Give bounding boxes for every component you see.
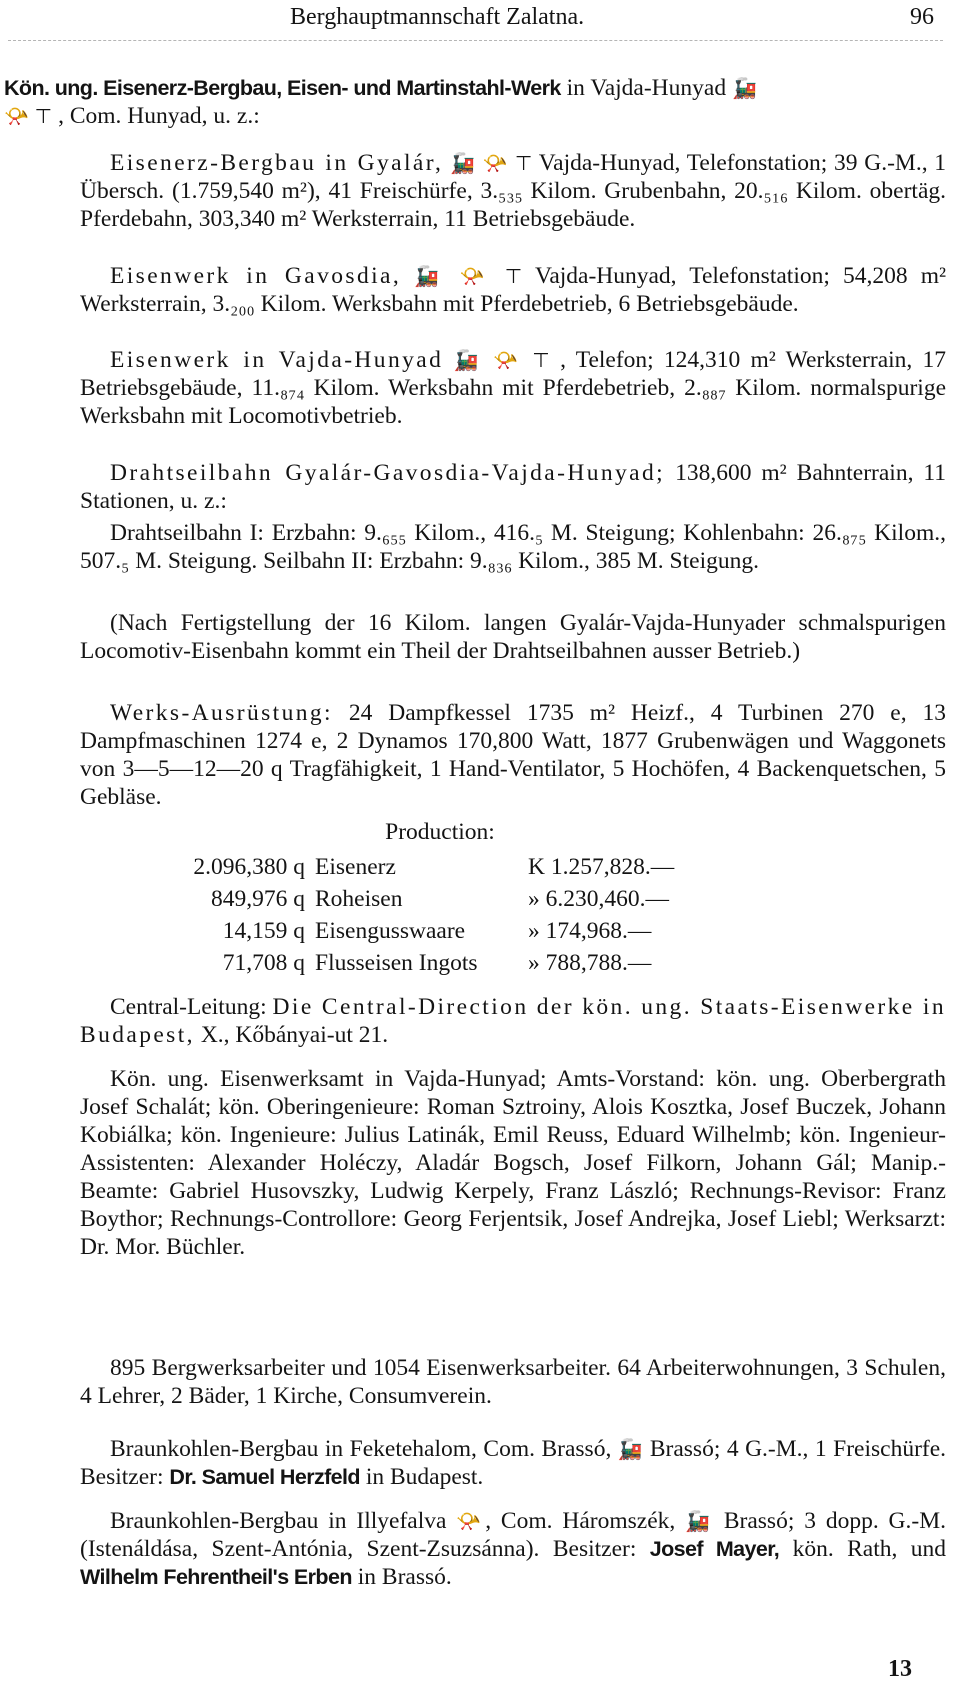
paragraph-workers: 895 Bergwerksarbeiter und 1054 Eisenwerksarbeiter. 64 Arbeiterwohnungen, 3 Schulen, 4 Lehrer, 2 Bäder, 1 Kirche, Consumverein. [80, 1355, 946, 1409]
entry-illyefalva: Braunkohlen-Bergbau in Illyefalva 📯, Com. Háromszék, 🚂 Brassó; 3 dopp. G.-M. (Istenáldása, Szent-Antónia, Szent-Zsuzsánna). Besitzer: Josef Mayer, kön. Rath, und Wilhelm Fehrentheil's Erben in Brassó. [80, 1508, 947, 1590]
railway-station-icon: 🚂 [617, 1437, 644, 1461]
entry-intro-bold: Kön. ung. Eisenerz-Bergbau, Eisen- und Martinstahl-Werk [4, 76, 561, 100]
entry-intro: Kön. ung. Eisenerz-Bergbau, Eisen- und Martinstahl-Werk in Vajda-Hunyad 🚂 📯 ⊤ , Com. Hunyad, u. z.: [4, 75, 757, 129]
paragraph-central-leitung: Central-Leitung: Die Central-Direction der kön. ung. Staats-Eisenwerke in Budapest, X., Kőbányai-ut 21. [80, 994, 947, 1048]
entry-feketehalom: Braunkohlen-Bergbau in Feketehalom, Com. Brassó, 🚂 Brassó; 4 G.-M., 1 Freischürfe. Besitzer: Dr. Samuel Herzfeld in Budapest. [80, 1436, 947, 1490]
paragraph-eisenwerksamt: Kön. ung. Eisenwerksamt in Vajda-Hunyad; Amts-Vorstand: kön. ung. Oberbergrath Josef Schalát; kön. Oberingenieure: Roman Sztroiny, Alois Kosztka, Josef Buczek, Johann Kobiálka; kön. Ingenieure: Julius Latinák, Emil Reuss, Eduard Wilhelmb; kön. Ingenieur-Assistenten: Alexander Holéczy, Aladár Bogsch, Josef Filkorn, Johann Gál; Manip.-Beamte: Gabriel Husovszky, Ludwig Kerpely, Franz László; Rechnungs-Revisor: Franz Boythor; Rechnungs-Controllore: Georg Ferjentsik, Josef Andrejka, Josef Liebl; Werksarzt: Dr. Mor. Büchler. [80, 1066, 946, 1260]
paragraph-vajda-hunyad: Eisenwerk in Vajda-Hunyad 🚂 📯 ⊤ , Telefon; 124,310 m² Werksterrain, 17 Betriebsgebäude, 11.₈₇₄ Kilom. Werksbahn mit Pferdebetrieb, 2.₈₈₇ Kilom. normalspurige Werksbahn mit Locomotivbetrieb. [80, 347, 947, 429]
post-horn-icon: 📯 [492, 348, 523, 372]
railway-station-icon: 🚂 [450, 151, 476, 175]
paragraph-seilbahn-details: Drahtseilbahn I: Erzbahn: 9.₆₅₅ Kilom., 416.₅ M. Steigung; Kohlenbahn: 26.₈₇₅ Kilom., 507.₅ M. Steigung. Seilbahn II: Erzbahn: 9.₈₃₆ Kilom., 385 M. Steigung. [80, 520, 946, 574]
railway-station-icon: 🚂 [414, 264, 447, 288]
post-horn-icon: 📯 [4, 104, 29, 128]
post-horn-icon: 📯 [459, 264, 492, 288]
telegraph-pole-icon: ⊤ [515, 151, 533, 175]
railway-station-icon: 🚂 [453, 348, 483, 372]
signature-number: 13 [888, 1656, 912, 1682]
paragraph-werks-ausruestung: Werks-Ausrüstung: 24 Dampfkessel 1735 m² Heizf., 4 Turbinen 270 e, 13 Dampfmaschinen 1274 e, 2 Dynamos 170,800 Watt, 1877 Grubenwägen und Waggonets von 3—5—12—20 q Tragfähigkeit, 1 Hand-Ventilator, 5 Hochöfen, 4 Backenquetschen, 5 Gebläse. [80, 700, 946, 810]
page-body: Kön. ung. Eisenerz-Bergbau, Eisen- und Martinstahl-Werk in Vajda-Hunyad 🚂 📯 ⊤ , Com. Hunyad, u. z.: Eisenerz-Bergbau in Gyalár, 🚂 📯 ⊤ Vajda-Hunyad, Telefonstation; 39 G.-M., 1 Übersch. (1.759,540 m²), 41 Freischürfe, 3.₅₃₅ Kilom. Grubenbahn, 20.₅₁₆ Kilom. obertäg. Pferdebahn, 303,340 m² Werksterrain, 11 Betriebsgebäude. Eisenwerk in Gavosdia, 🚂 📯 ⊤ Vajda-Hunyad, Telefonstation; 54,208 m² Werksterrain, 3.₂₀₀ Kilom. Werksbahn mit Pferdebetrieb, 6 Betriebsgebäude. Eisenwerk in Vajda-Hunyad 🚂 📯 ⊤ , Telefon; 124,310 m² Werksterrain, 17 Betriebsgebäude, 11.₈₇₄ Kilom. Werksbahn mit Pferdebetrieb, 2.₈₈₇ Kilom. normalspurige Werksbahn mit Locomotivbetrieb. Drahtseilbahn Gyalár-Gavosdia-Vajda-Hunyad; 138,600 m² Bahnterrain, 11 Stationen, u. z.: Drahtseilbahn I: Erzbahn: 9.₆₅₅ Kilom., 416.₅ M. Steigung; Kohlenbahn: 26.₈₇₅ Kilom., 507.₅ M. Steigung. Seilbahn II: Erzbahn: 9.₈₃₆ Kilom., 385 M. Steigung. (Nach Fertigstellung der 16 Kilom. langen Gyalár-Vajda-Hunyader schmalspurigen Locomotiv-Eisenbahn kommt ein Theil der Drahtseilbahnen ausser Betrieb.) Werks-Ausrüstung: 24 Dampfkessel 1735 m² Heizf., 4 Turbinen 270 e, 13 Dampfmaschinen 1274 e, 2 Dynamos 170,800 Watt, 1877 Grubenwägen und Waggonets von 3—5—12—20 q Tragfähigkeit, 1 Hand-Ventilator, 5 Hochöfen, 4 Backenquetschen, 5 Gebläse. Production: 2.096,380 q Eisenerz K 1.257,828.— 849,976 q Roheisen » 6.230,460.— 14,159 q Eisengusswaare » 174,968.— 71,708 q Flusseisen Ingots » 788,788.— Central-Leitung: Die Central-Direction der kön. ung. Staats-Eisenwerke in Budapest, X., Kőbányai-ut 21. Kön. ung. Eisenwerksamt in Vajda-Hunyad; Amts-Vorstand: kön. ung. Oberbergrath Josef Schalát; kön. Oberingenieure: Roman Sztroiny, Alois Kosztka, Josef Buczek, Johann Kobiálka; kön. Ingenieure: Julius Latinák, Emil Reuss, Eduard Wilhelmb; kön. Ingenieur-Assistenten: Alexander Holéczy, Aladár Bogsch, Josef Filkorn, Johann Gál; Manip.-Beamte: Gabriel Husovszky, Ludwig Kerpely, Franz László; Rechnungs-Revisor: Franz Boythor; Rechnungs-Controllore: Georg Ferjentsik, Josef Andrejka, Josef Liebl; Werksarzt: Dr. Mor. Büchler. 895 Bergwerksarbeiter und 1054 Eisenwerksarbeiter. 64 Arbeiterwohnungen, 3 Schulen, 4 Lehrer, 2 Bäder, 1 Kirche, Consumverein. Braunkohlen-Bergbau in Feketehalom, Com. Brassó, 🚂 Brassó; 4 G.-M., 1 Freischürfe. Besitzer: Dr. Samuel Herzfeld in Budapest. Braunkohlen-Bergbau in Illyefalva 📯, Com. Háromszék, 🚂 Brassó; 3 dopp. G.-M. (Istenáldása, Szent-Antónia, Szent-Zsuzsánna). Besitzer: Josef Mayer, kön. Rath, und Wilhelm Fehrentheil's Erben in Brassó. [4, 75, 947, 1590]
telegraph-pole-icon: ⊤ [532, 348, 550, 372]
page-number: 96 [910, 4, 934, 30]
telegraph-pole-icon: ⊤ [34, 104, 53, 128]
telegraph-pole-icon: ⊤ [504, 264, 523, 288]
paragraph-note: (Nach Fertigstellung der 16 Kilom. langen Gyalár-Vajda-Hunyader schmalspurigen Locomotiv-Eisenbahn kommt ein Theil der Drahtseilbahnen ausser Betrieb.) [80, 610, 946, 664]
post-horn-icon: 📯 [482, 151, 509, 175]
railway-station-icon: 🚂 [731, 76, 757, 100]
running-header-title: Berghauptmannschaft Zalatna. [290, 4, 585, 30]
production-heading: Production: [385, 819, 495, 845]
paragraph-gavosdia: Eisenwerk in Gavosdia, 🚂 📯 ⊤ Vajda-Hunyad, Telefonstation; 54,208 m² Werksterrain, 3.₂₀₀ Kilom. Werksbahn mit Pferdebetrieb, 6 Betriebsgebäude. [80, 263, 947, 317]
paragraph-gyalar: Eisenerz-Bergbau in Gyalár, 🚂 📯 ⊤ Vajda-Hunyad, Telefonstation; 39 G.-M., 1 Übersch. (1.759,540 m²), 41 Freischürfe, 3.₅₃₅ Kilom. Grubenbahn, 20.₅₁₆ Kilom. obertäg. Pferdebahn, 303,340 m² Werksterrain, 11 Betriebsgebäude. [80, 150, 947, 232]
railway-station-icon: 🚂 [685, 1509, 714, 1533]
post-horn-icon: 📯 [456, 1509, 486, 1533]
paragraph-drahtseilbahn: Drahtseilbahn Gyalár-Gavosdia-Vajda-Hunyad; 138,600 m² Bahnterrain, 11 Stationen, u. z.: [80, 460, 947, 514]
